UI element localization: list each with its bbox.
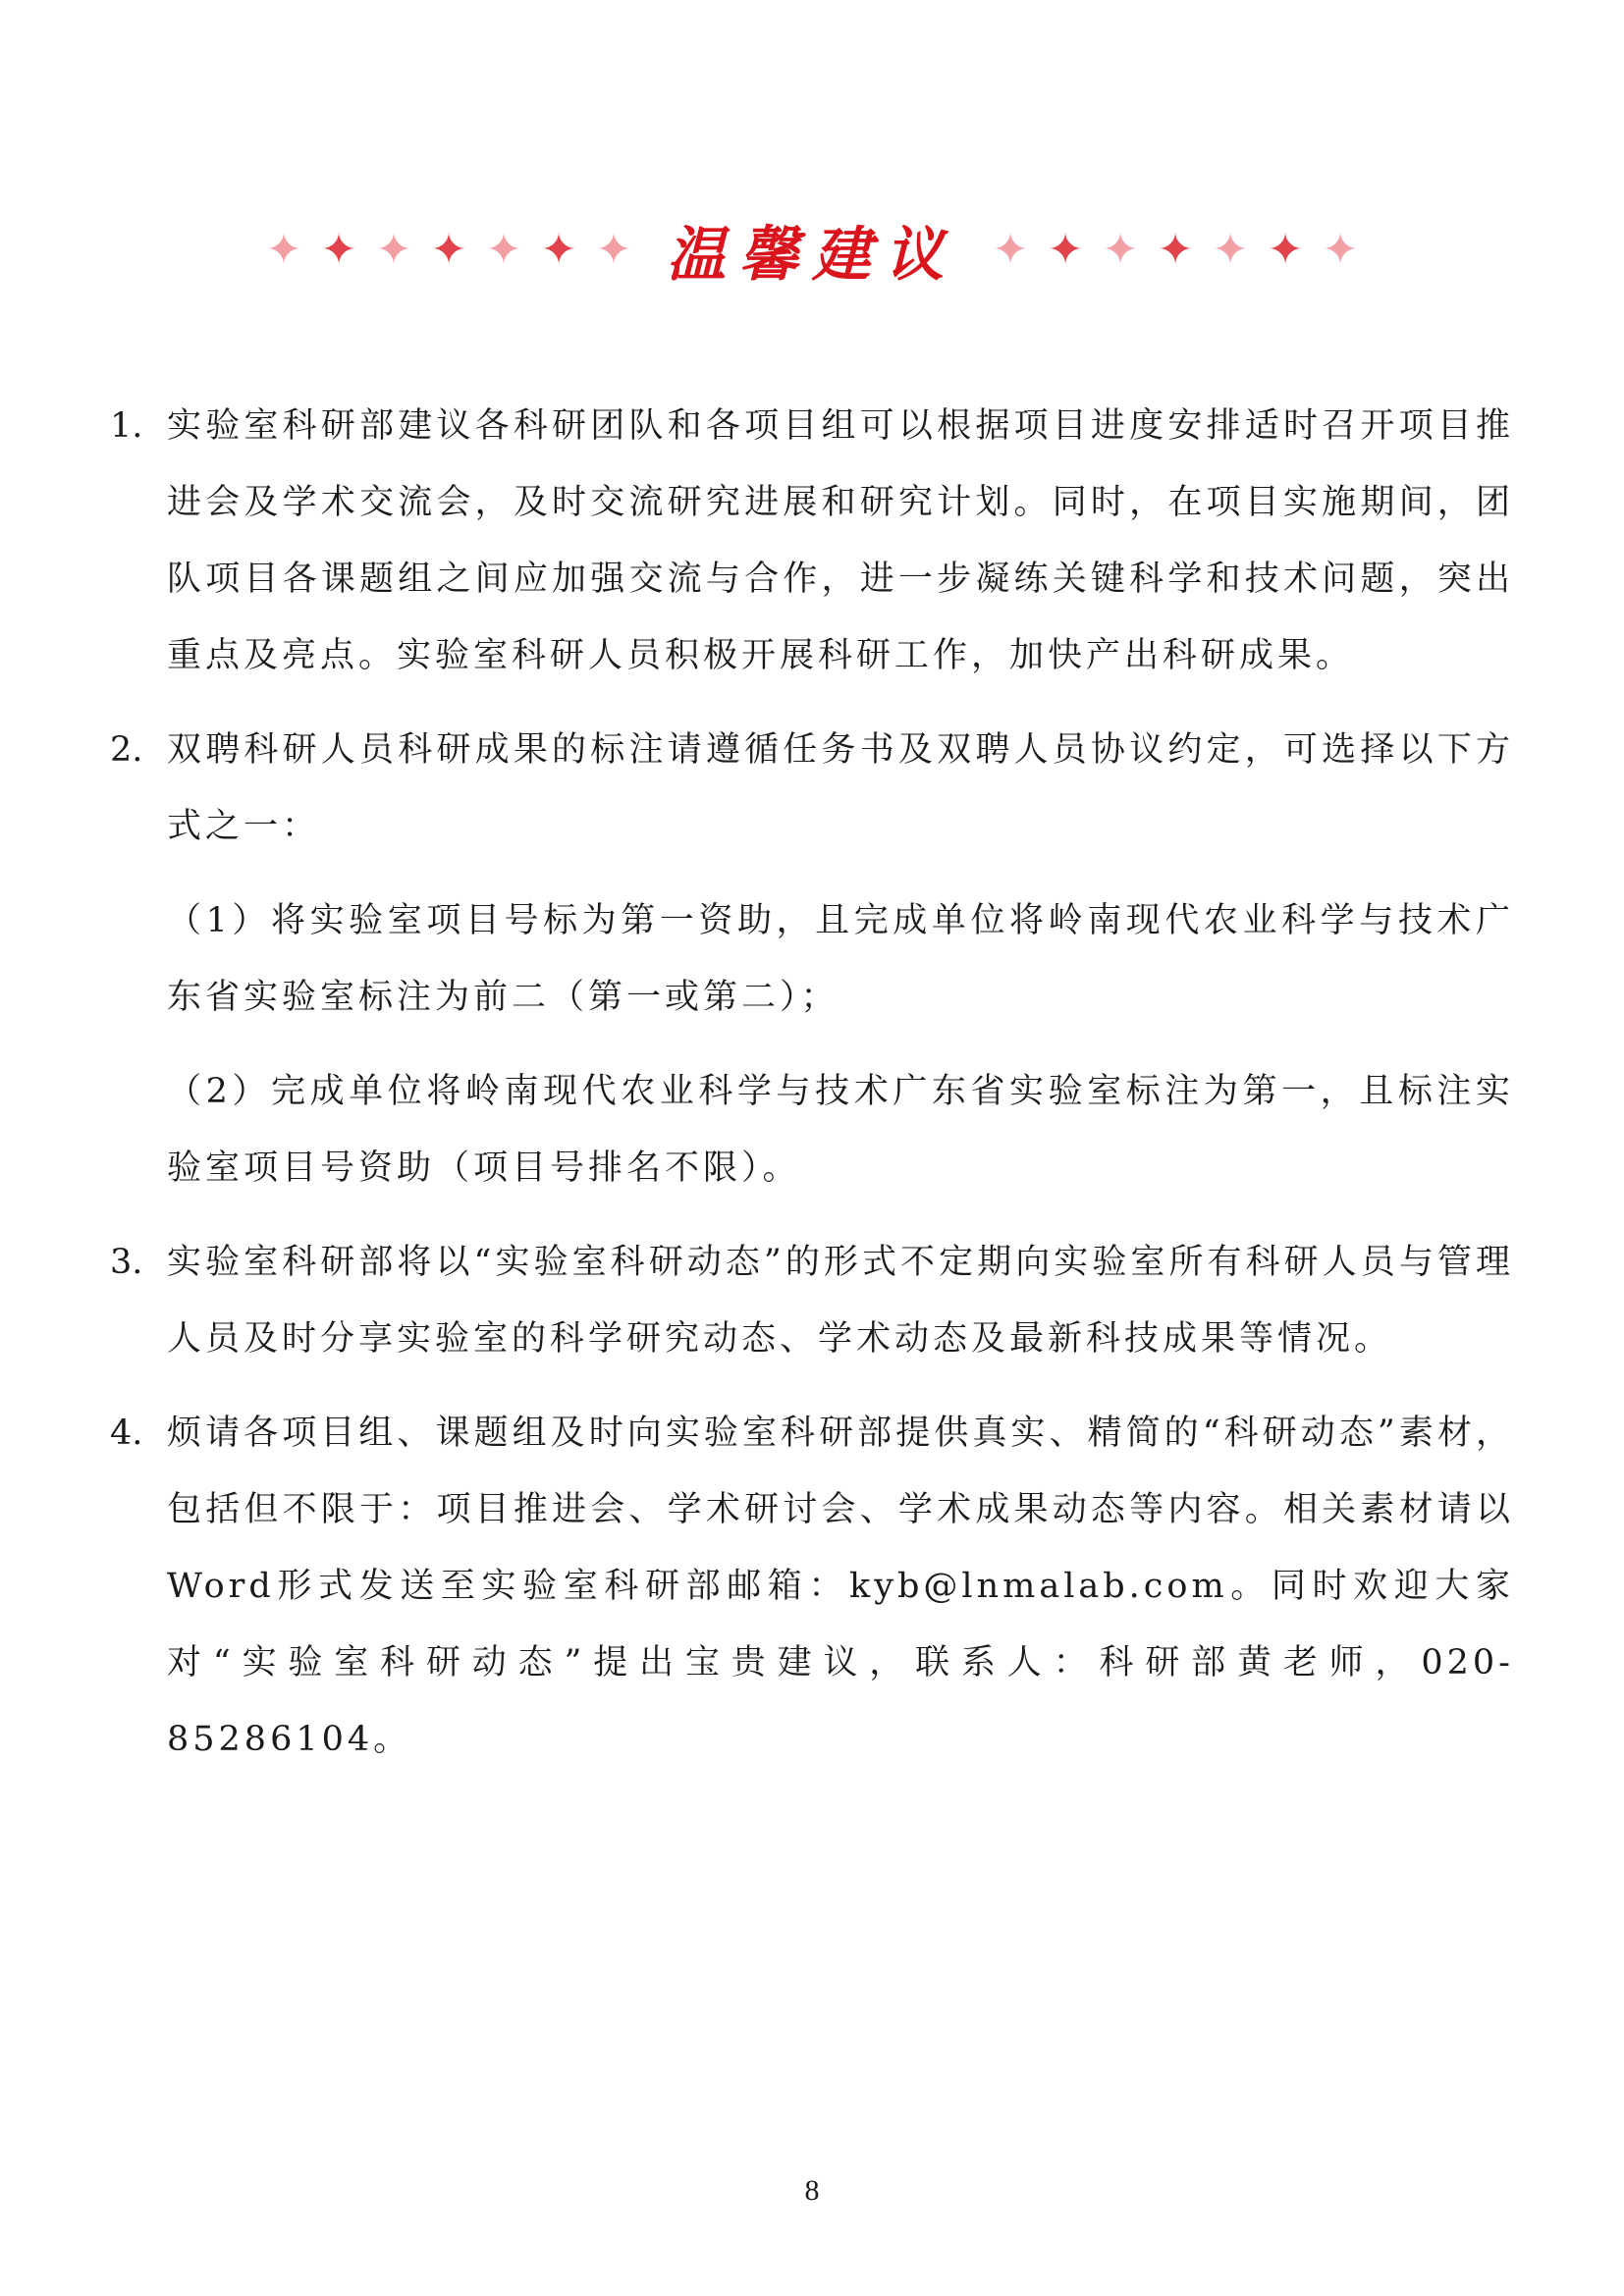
- four-point-star-icon: ✦: [1322, 225, 1359, 275]
- list-item: [110, 1224, 1514, 1377]
- item-number: 3.: [110, 1243, 143, 1282]
- suggestions-list: [110, 388, 1514, 1795]
- four-point-star-icon: ✦: [540, 225, 577, 275]
- four-point-star-icon: ✦: [992, 225, 1029, 275]
- left-star-decoration: [256, 225, 641, 275]
- item-text: 实验室科研部将以“实验室科研动态”的形式不定期向实验室所有科研人员与管理人员及时分享实验室的科学研究动态、学术动态及最新科技成果等情况。: [167, 1243, 1514, 1359]
- page-title: 温馨建议: [667, 221, 957, 290]
- item-text: 双聘科研人员科研成果的标注请遵循任务书及双聘人员协议约定，可选择以下方式之一：: [167, 730, 1514, 846]
- four-point-star-icon: ✦: [1102, 225, 1139, 275]
- list-item: [110, 712, 1514, 865]
- four-point-star-icon: ✦: [1047, 225, 1084, 275]
- item-text: 实验室科研部建议各科研团队和各项目组可以根据项目进度安排适时召开项目推进会及学术交流会，及时交流研究进展和研究计划。同时，在项目实施期间，团队项目各课题组之间应加强交流与合作，进一步凝练关键科学和技术问题，突出重点及亮点。实验室科研人员积极开展科研工作，加快产出科研成果。: [167, 406, 1514, 675]
- four-point-star-icon: ✦: [1212, 225, 1249, 275]
- four-point-star-icon: ✦: [430, 225, 467, 275]
- item-number: 2.: [110, 730, 143, 770]
- four-point-star-icon: ✦: [1267, 225, 1304, 275]
- list-item: [110, 1395, 1514, 1778]
- four-point-star-icon: ✦: [265, 225, 302, 275]
- sub-item: （1）将实验室项目号标为第一资助，且完成单位将岭南现代农业科学与技术广东省实验室标注为前二（第一或第二）；: [167, 901, 1514, 1017]
- sub-item: （2）完成单位将岭南现代农业科学与技术广东省实验室标注为第一，且标注实验室项目号资助（项目号排名不限）。: [167, 1072, 1514, 1188]
- item-number: 4.: [110, 1414, 143, 1453]
- section-header: [0, 201, 1624, 299]
- page-number: 8: [804, 2174, 820, 2207]
- four-point-star-icon: ✦: [320, 225, 357, 275]
- right-star-decoration: [983, 225, 1368, 275]
- four-point-star-icon: ✦: [375, 225, 412, 275]
- four-point-star-icon: ✦: [485, 225, 522, 275]
- item-number: 1.: [110, 406, 143, 446]
- four-point-star-icon: ✦: [1157, 225, 1194, 275]
- list-item: [110, 388, 1514, 694]
- four-point-star-icon: ✦: [595, 225, 632, 275]
- item-text: 烦请各项目组、课题组及时向实验室科研部提供真实、精简的“科研动态”素材，包括但不限于：项目推进会、学术研讨会、学术成果动态等内容。相关素材请以Word形式发送至实验室科研部邮箱：kyb@lnmalab.com。同时欢迎大家对“实验室科研动态”提出宝贵建议，联系人：科研部黄老师，020-85286104。: [167, 1414, 1514, 1759]
